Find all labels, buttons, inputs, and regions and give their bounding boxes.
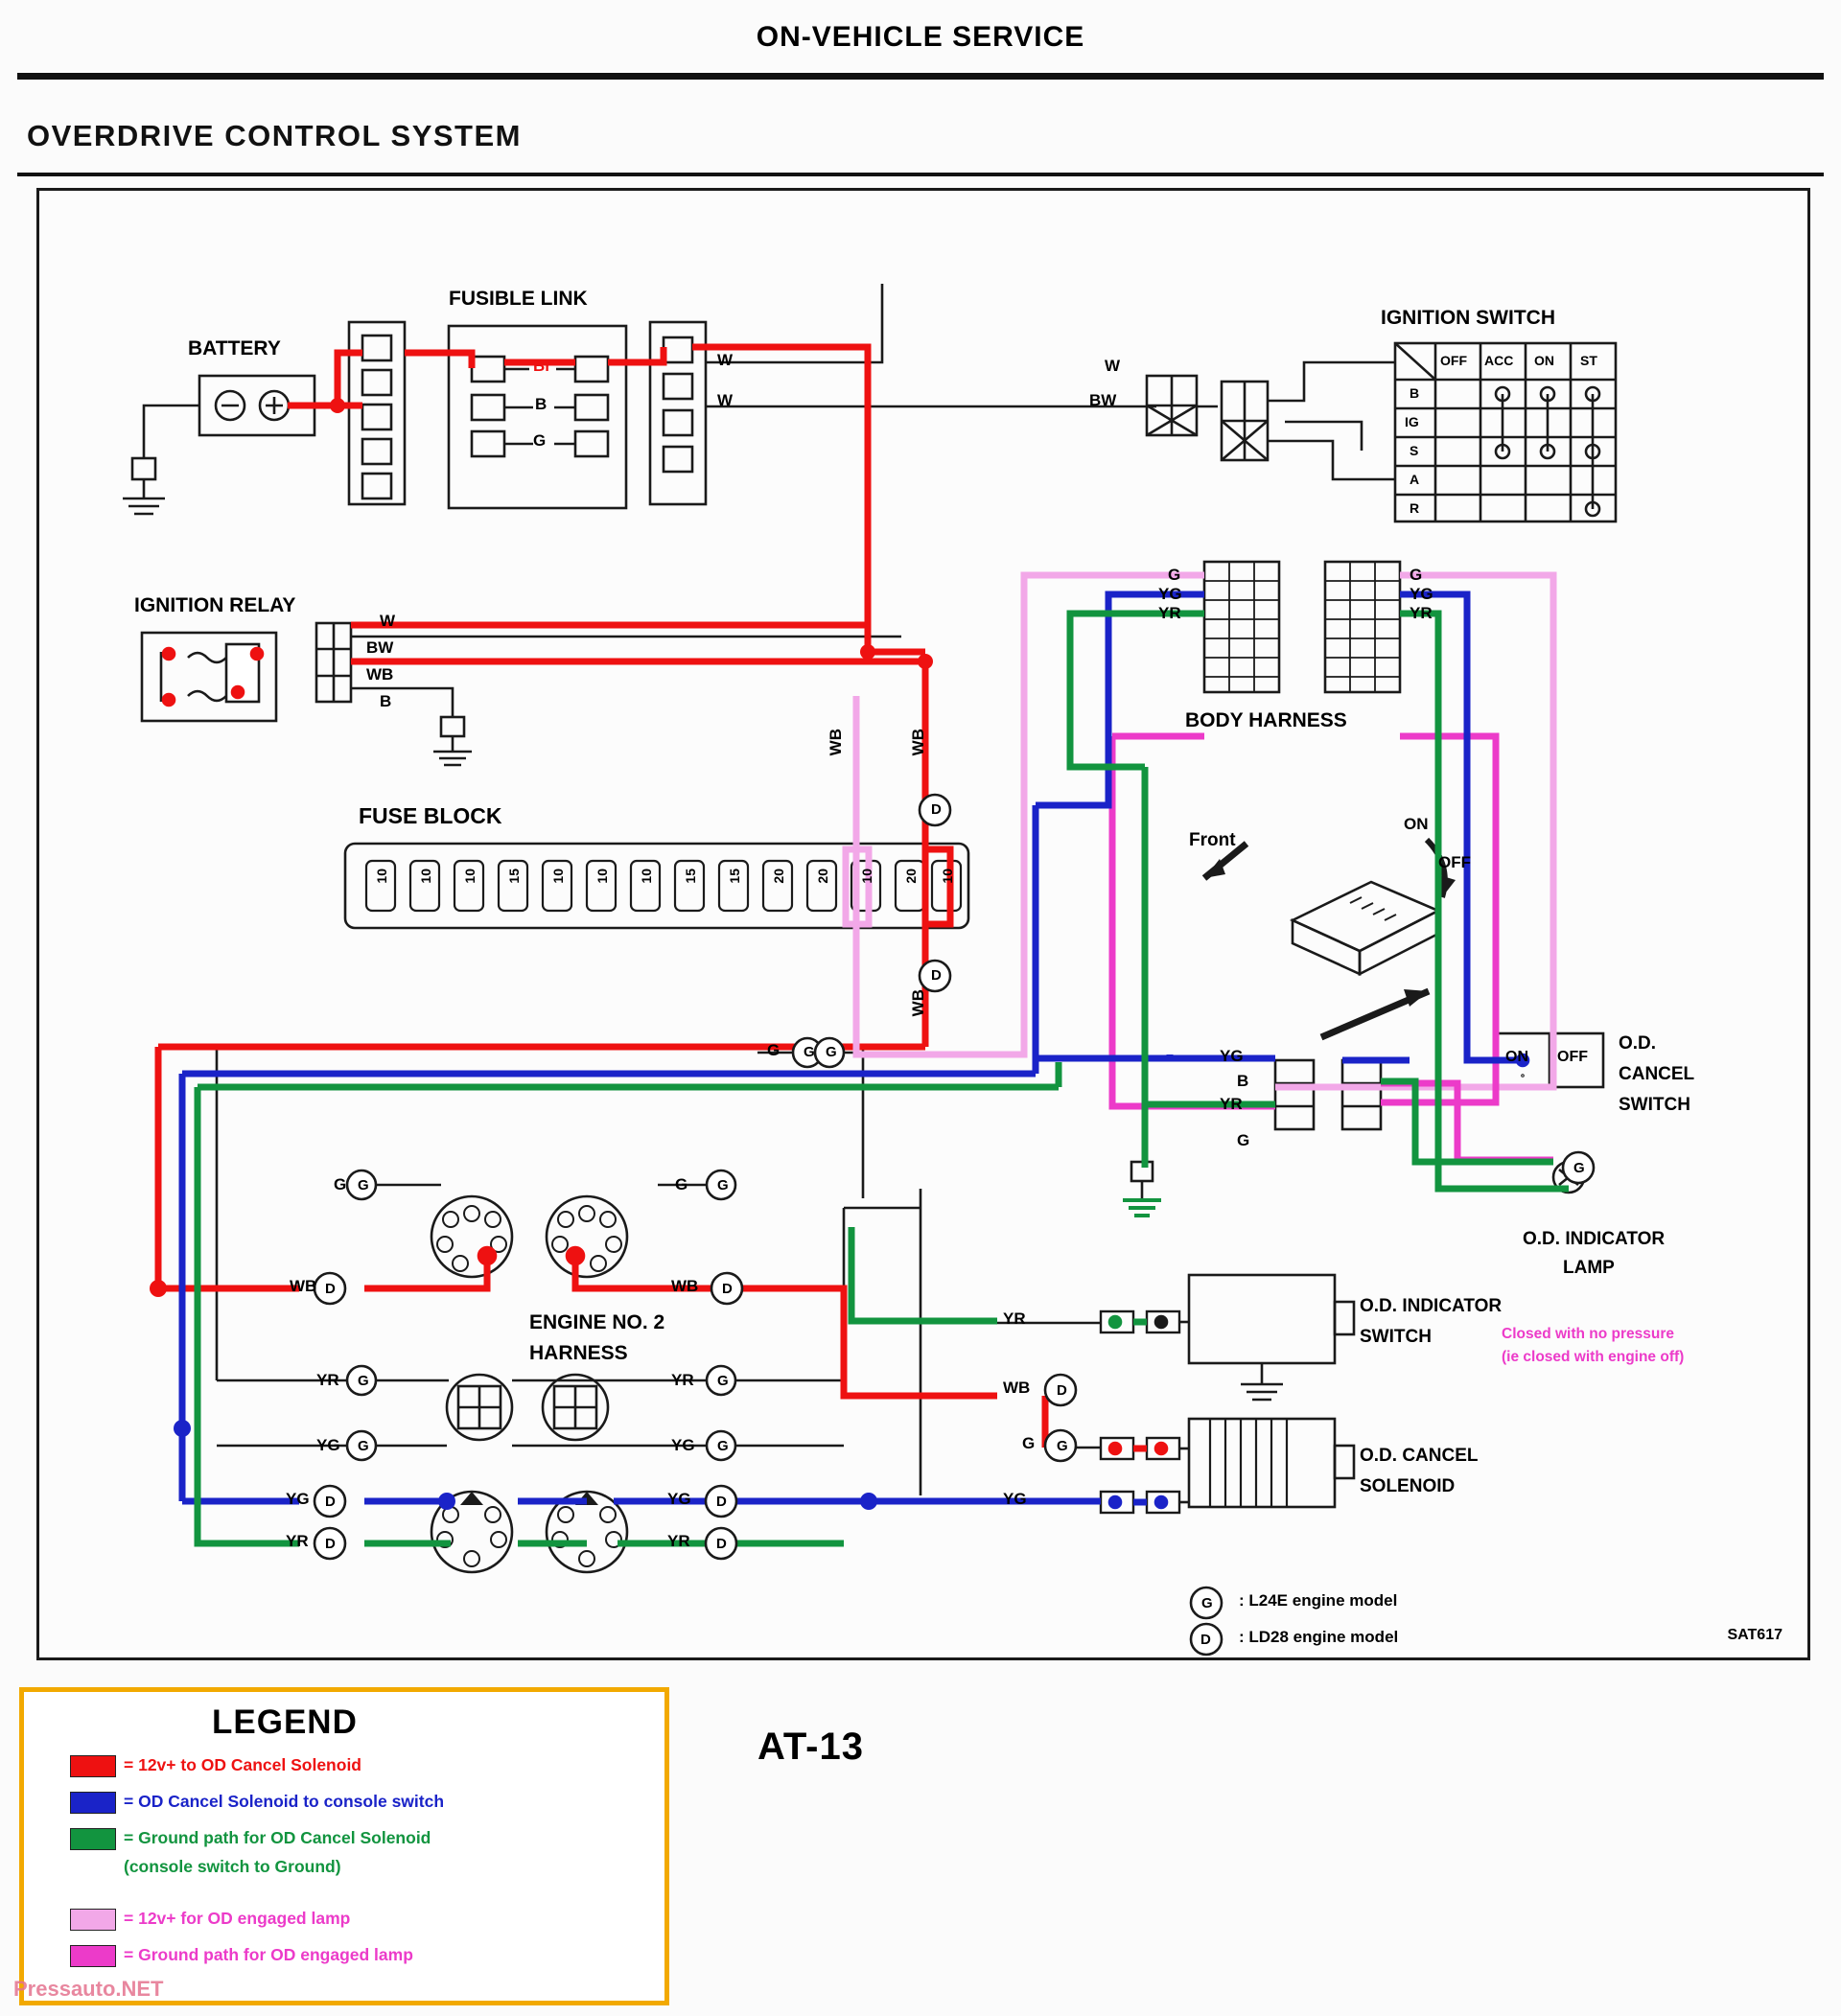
fuse-rating-13: 20 [903,869,919,884]
label-fuse-block: FUSE BLOCK [359,803,502,828]
fuse-rating-2: 10 [418,869,433,884]
legend-text-pink-light: = 12v+ for OD engaged lamp [124,1909,351,1928]
wire-relay-wb: WB [366,665,394,684]
sol-yg: YG [1003,1490,1027,1508]
legend-swatch-green [70,1828,116,1850]
eng-left-wb: WB [290,1277,317,1295]
key-text-d: : LD28 engine model [1239,1628,1399,1646]
conn-glyph-d2: D [931,967,942,984]
g-circle-2: G [717,1177,729,1193]
harness-right-g: G [1410,566,1423,584]
label-ignition-relay: IGNITION RELAY [134,594,296,616]
label-switch-on: ON [1404,815,1429,833]
g-circle-5: G [358,1438,369,1454]
fusible-label-br: Br [533,357,551,375]
d-circle-2: D [722,1281,733,1297]
legend-swatch-blue [70,1792,116,1814]
harness-right-yg: YG [1410,585,1433,603]
legend-text-red: = 12v+ to OD Cancel Solenoid [124,1755,361,1774]
page-title: ON-VEHICLE SERVICE [756,21,1085,53]
d-circle-5: D [325,1536,336,1552]
label-od-cancel-solenoid-2: SOLENOID [1360,1476,1456,1496]
ign-col-on: ON [1534,353,1554,368]
d-circle-3: D [325,1494,336,1510]
fuse-rating-12: 10 [859,869,874,884]
wire-bw-1: BW [1089,391,1117,409]
legend-text-blue: = OD Cancel Solenoid to console switch [124,1792,445,1811]
conn-glyph-g2: G [826,1044,837,1060]
eng-left-g: G [334,1175,347,1193]
fuse-rating-6: 10 [594,869,610,884]
harness-left-yr: YR [1158,604,1181,622]
label-fusible-link: FUSIBLE LINK [449,288,588,310]
key-text-g: : L24E engine model [1239,1591,1398,1610]
wire-w-2: W [717,391,734,409]
harness-right-yr: YR [1410,604,1433,622]
d-circle-6: D [716,1536,727,1552]
label-engine-harness-2: HARNESS [529,1342,628,1364]
fuse-rating-4: 15 [506,869,522,884]
harness-left-g: G [1168,566,1181,584]
eng-right-yr2: YR [667,1532,690,1550]
label-od-cancel-solenoid-1: O.D. CANCEL [1360,1446,1479,1466]
legend-swatch-red [70,1755,116,1777]
conn-glyph-g4: G [1573,1160,1585,1176]
eng-right-yr: YR [671,1371,694,1389]
label-od-cancel-switch-3: SWITCH [1619,1095,1690,1115]
d-circle-1: D [325,1281,336,1297]
harness-left-yg: YG [1158,585,1182,603]
ign-row-s: S [1410,443,1419,458]
eng-right-g: G [675,1175,688,1193]
od-switch-b: B [1237,1072,1249,1090]
figure-code: SAT617 [1727,1627,1783,1643]
ign-row-a: A [1410,472,1420,487]
label-od-indicator-switch-2: SWITCH [1360,1327,1432,1347]
cancel-switch-on: ON [1505,1049,1528,1065]
g-circle-4: G [717,1373,729,1389]
watermark: Pressauto.NET [13,1977,164,2001]
label-od-indicator-switch-1: O.D. INDICATOR [1360,1296,1503,1316]
key-symbol-g: G [1201,1595,1213,1611]
wire-ground-g: G [767,1041,781,1059]
eng-left-yg: YG [316,1436,340,1454]
wire-w-1: W [717,351,734,369]
legend-text-green: = Ground path for OD Cancel Solenoid [124,1828,431,1847]
label-battery: BATTERY [188,337,281,359]
fuse-rating-5: 10 [550,869,566,884]
conn-glyph-g3: G [1057,1438,1068,1454]
ign-row-r: R [1410,500,1420,516]
legend-swatch-pink-light [70,1909,116,1931]
page-number: AT-13 [757,1726,864,1768]
label-od-cancel-switch-2: CANCEL [1619,1064,1695,1084]
fuse-rating-3: 10 [462,869,478,884]
g-circle-6: G [717,1438,729,1454]
ign-col-st: ST [1580,353,1597,368]
fuse-rating-1: 10 [374,869,389,884]
ign-col-off: OFF [1440,353,1467,368]
eng-right-yg2: YG [667,1490,691,1508]
g-circle-1: G [358,1177,369,1193]
wire-relay-bw: BW [366,638,394,657]
legend-text-pink: = Ground path for OD engaged lamp [124,1945,413,1964]
ign-row-ig: IG [1405,414,1419,429]
label-ignition-switch: IGNITION SWITCH [1381,307,1555,329]
label-engine-harness-1: ENGINE NO. 2 [529,1311,665,1333]
wire-wb-vert-1: WB [827,729,845,756]
fuse-rating-10: 20 [771,869,786,884]
d-circle-4: D [716,1494,727,1510]
eng-left-yr2: YR [286,1532,309,1550]
fuse-rating-7: 10 [639,869,654,884]
sol-yr: YR [1003,1309,1026,1328]
key-symbol-d: D [1200,1632,1211,1648]
conn-glyph-d3: D [1057,1382,1067,1399]
eng-left-yg2: YG [286,1490,310,1508]
wire-w-3: W [1105,357,1121,375]
wire-wb-vert-2: WB [909,729,927,756]
fuse-rating-11: 20 [815,869,830,884]
sol-wb: WB [1003,1379,1031,1397]
sol-g: G [1022,1434,1036,1452]
label-front: Front [1189,830,1236,850]
fusible-label-g: G [533,431,547,450]
od-switch-yr: YR [1220,1095,1243,1113]
fuse-rating-14: 10 [940,869,955,884]
od-switch-yg: YG [1220,1047,1244,1065]
fuse-rating-9: 15 [727,869,742,884]
ign-col-acc: ACC [1484,353,1514,368]
pressure-note-1: Closed with no pressure [1502,1326,1675,1342]
label-switch-off: OFF [1438,853,1471,871]
legend-swatch-pink [70,1945,116,1967]
label-body-harness: BODY HARNESS [1185,709,1347,731]
legend-text-green-2: (console switch to Ground) [124,1857,341,1876]
eng-left-yr: YR [316,1371,339,1389]
od-switch-g: G [1237,1131,1250,1149]
ign-row-b: B [1410,385,1420,401]
wire-wb-vert-3: WB [909,989,927,1017]
legend-box [19,1687,669,2005]
fuse-rating-8: 15 [683,869,698,884]
section-title: OVERDRIVE CONTROL SYSTEM [27,119,522,152]
eng-right-wb: WB [671,1277,699,1295]
cancel-switch-off: OFF [1557,1049,1588,1065]
conn-glyph-d1: D [931,801,942,818]
pressure-note-2: (ie closed with engine off) [1502,1349,1685,1365]
fusible-label-b: B [535,395,548,413]
wire-relay-w: W [380,612,396,630]
label-od-cancel-switch-1: O.D. [1619,1033,1657,1054]
eng-right-yg: YG [671,1436,695,1454]
label-od-indicator-lamp-1: O.D. INDICATOR [1523,1229,1666,1249]
label-od-indicator-lamp-2: LAMP [1563,1258,1615,1278]
legend-title: LEGEND [212,1703,358,1741]
wire-relay-b: B [380,692,392,710]
g-circle-3: G [358,1373,369,1389]
conn-glyph-g1: G [804,1044,815,1060]
